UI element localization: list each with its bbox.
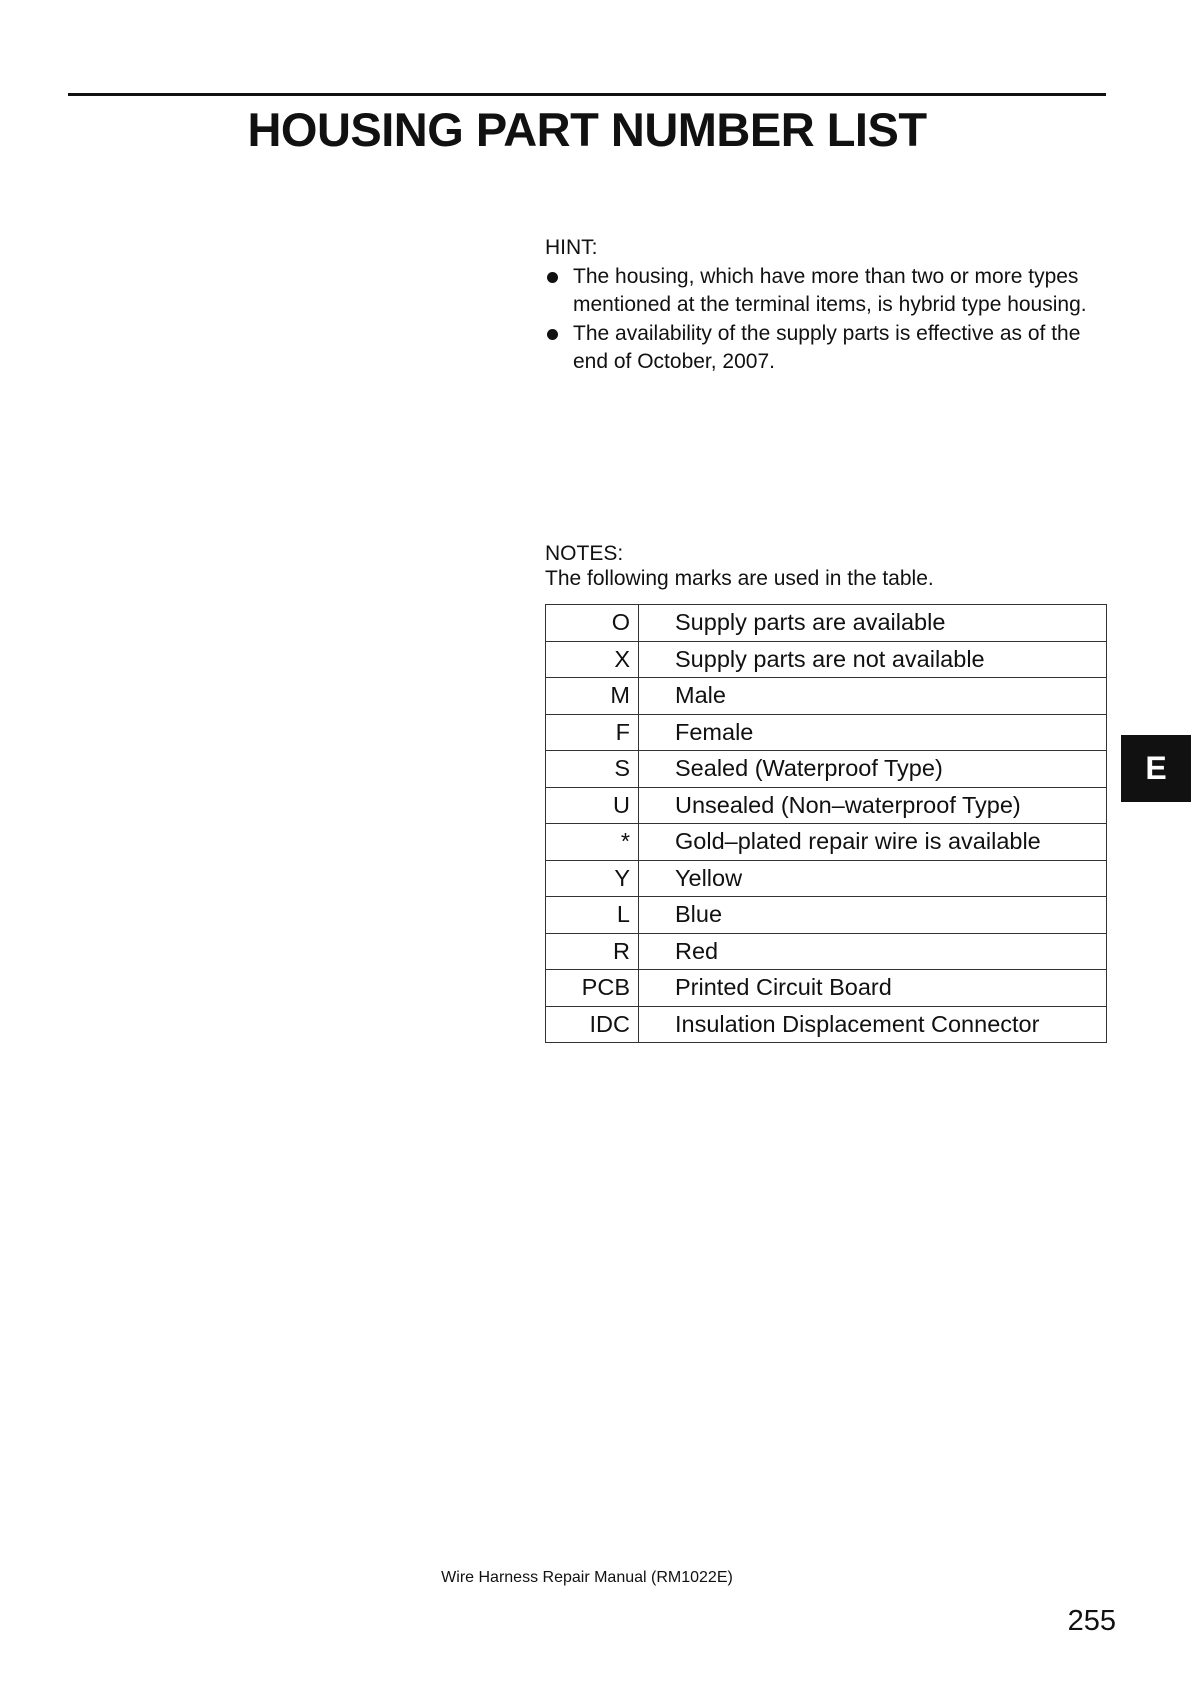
bullet-icon — [547, 272, 558, 283]
legend-meaning: Printed Circuit Board — [639, 970, 1107, 1007]
legend-mark: S — [546, 751, 639, 788]
page-title: HOUSING PART NUMBER LIST — [247, 103, 927, 156]
notes-intro: The following marks are used in the table. — [545, 567, 934, 590]
notes-block — [545, 541, 1105, 591]
legend-meaning: Gold–plated repair wire is available — [639, 824, 1107, 861]
table-row — [546, 641, 1107, 678]
legend-meaning: Insulation Displacement Connector — [639, 1006, 1107, 1043]
page-number: 255 — [1067, 1605, 1116, 1637]
legend-meaning: Red — [639, 933, 1107, 970]
legend-meaning: Male — [639, 678, 1107, 715]
legend-meaning: Supply parts are available — [639, 605, 1107, 642]
table-row — [546, 678, 1107, 715]
legend-meaning: Female — [639, 714, 1107, 751]
hint-item-text: The housing, which have more than two or more types mentioned at the terminal items, is hybrid type housing. — [573, 264, 1087, 316]
hint-item — [545, 320, 1105, 377]
legend-mark: Y — [546, 860, 639, 897]
table-row — [546, 1006, 1107, 1043]
legend-mark: F — [546, 714, 639, 751]
table-row — [546, 860, 1107, 897]
legend-mark: R — [546, 933, 639, 970]
legend-mark: X — [546, 641, 639, 678]
hint-block — [545, 234, 1105, 377]
table-row — [546, 751, 1107, 788]
table-row — [546, 897, 1107, 934]
table-row — [546, 787, 1107, 824]
legend-meaning: Blue — [639, 897, 1107, 934]
legend-mark: IDC — [546, 1006, 639, 1043]
section-tab: E — [1121, 735, 1191, 802]
table-row — [546, 933, 1107, 970]
hint-item — [545, 263, 1105, 320]
hint-heading: HINT: — [545, 236, 598, 259]
legend-mark: PCB — [546, 970, 639, 1007]
notes-heading: NOTES: — [545, 542, 624, 565]
table-row — [546, 714, 1107, 751]
footer-text: Wire Harness Repair Manual (RM1022E) — [441, 1569, 733, 1586]
legend-meaning: Sealed (Waterproof Type) — [639, 751, 1107, 788]
legend-mark: U — [546, 787, 639, 824]
bullet-icon — [547, 329, 558, 340]
legend-mark: M — [546, 678, 639, 715]
legend-mark: * — [546, 824, 639, 861]
legend-meaning: Unsealed (Non–waterproof Type) — [639, 787, 1107, 824]
hint-item-text: The availability of the supply parts is effective as of the end of October, 2007. — [573, 321, 1081, 373]
table-row — [546, 970, 1107, 1007]
hint-list — [545, 263, 1105, 377]
legend-meaning: Supply parts are not available — [639, 641, 1107, 678]
table-row — [546, 824, 1107, 861]
legend-mark: L — [546, 897, 639, 934]
top-rule — [68, 93, 1106, 96]
legend-table — [545, 604, 1107, 1043]
table-row — [546, 605, 1107, 642]
legend-meaning: Yellow — [639, 860, 1107, 897]
legend-mark: O — [546, 605, 639, 642]
